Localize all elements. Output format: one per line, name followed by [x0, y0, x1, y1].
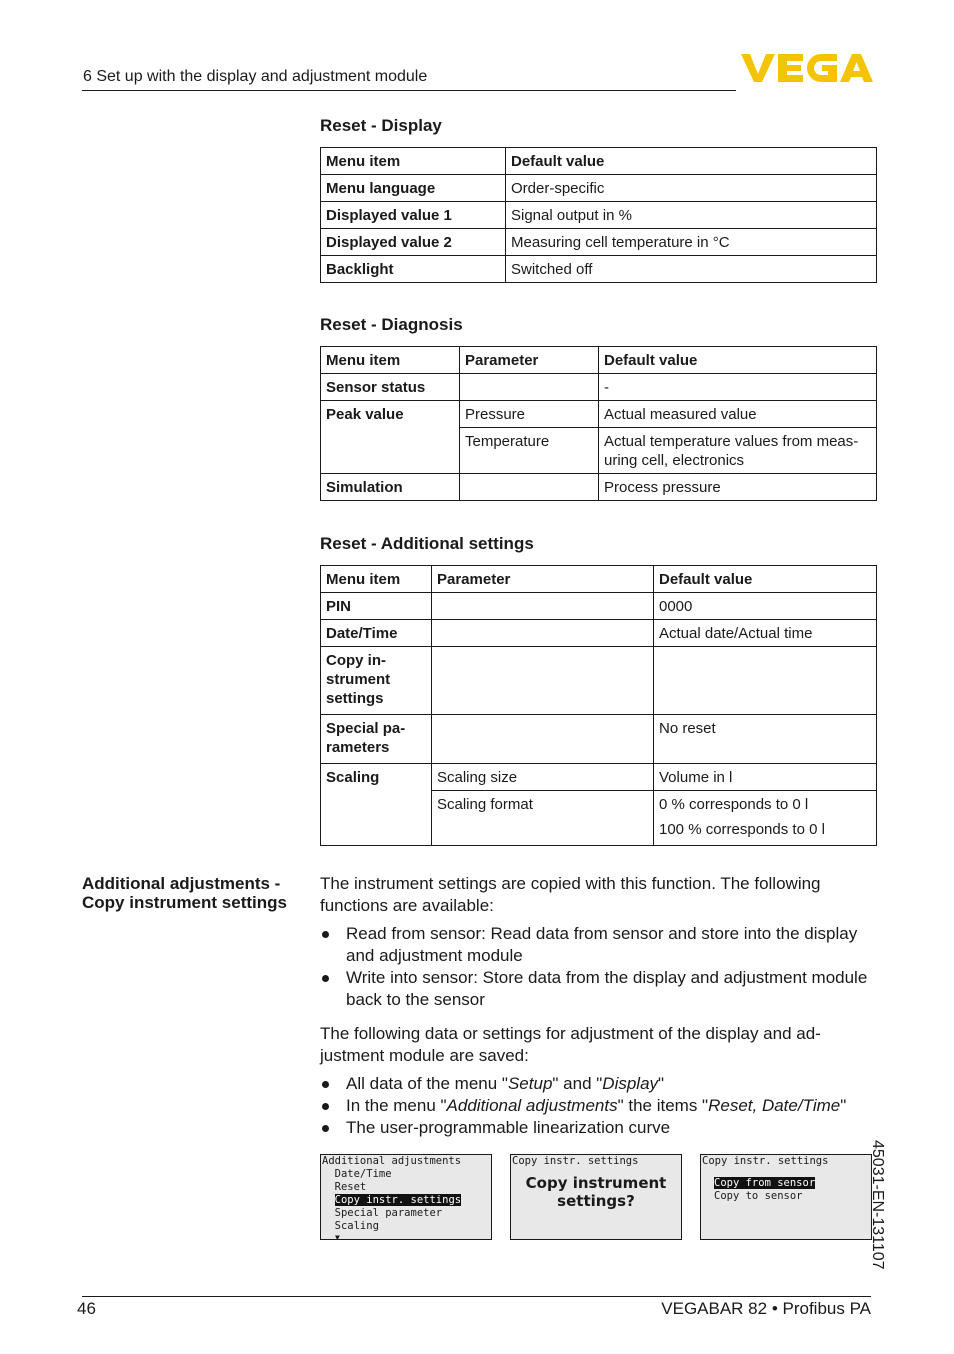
screen-title: Copy instr. settings — [512, 1155, 639, 1167]
table-cell: Signal output in % — [506, 202, 877, 229]
saved-items-list — [320, 1073, 880, 1139]
side-title-line: Additional adjustments - — [82, 874, 281, 893]
footer-rule — [82, 1296, 871, 1297]
saved-item-text: All data of the menu "Setup" and "Display" — [346, 1074, 665, 1093]
table-row — [321, 202, 877, 229]
screen-option: Copy to sensor — [714, 1190, 803, 1202]
table-cell: Switched off — [506, 256, 877, 283]
table-cell: Scaling — [321, 764, 432, 846]
table-cell: Displayed value 1 — [321, 202, 506, 229]
table-row — [321, 593, 877, 620]
reset-diagnosis-title: Reset - Diagnosis — [320, 315, 463, 334]
header-rule — [82, 90, 736, 91]
screen-menu-item: Reset — [322, 1181, 367, 1193]
table-cell — [654, 791, 877, 846]
table-cell: Process pressure — [599, 474, 877, 501]
table-header-cell: Default value — [506, 148, 877, 175]
table-cell: Simulation — [321, 474, 460, 501]
display-screen-copy-direction — [700, 1154, 872, 1240]
reset-display-title: Reset - Display — [320, 116, 442, 135]
table-header-cell: Menu item — [321, 566, 432, 593]
table-cell: Displayed value 2 — [321, 229, 506, 256]
screen-option-selected: Copy from sensor — [714, 1177, 816, 1189]
table-header-cell: Default value — [599, 347, 877, 374]
table-cell: Order-specific — [506, 175, 877, 202]
table-cell: Pressure — [460, 401, 599, 428]
table-cell: Copy in- strument settings — [321, 647, 432, 715]
table-cell: Actual temperature values from meas- uring cell, electronics — [599, 428, 877, 474]
table-row — [321, 401, 877, 428]
table-cell: Scaling format — [432, 791, 654, 846]
screen-menu-item-selected — [321, 1194, 491, 1207]
table-cell — [654, 647, 877, 715]
table-cell — [432, 647, 654, 715]
table-cell: Measuring cell temperature in °C — [506, 229, 877, 256]
reset-display-table — [320, 147, 877, 283]
table-header-cell: Parameter — [432, 566, 654, 593]
screen-title: Copy instr. settings — [702, 1155, 829, 1167]
table-cell: Temperature — [460, 428, 599, 474]
table-row — [321, 474, 877, 501]
saved-item-text: In the menu "Additional adjustments" the items "Reset, Date/Time" — [346, 1096, 847, 1115]
reset-additional-title: Reset - Additional settings — [320, 534, 534, 553]
table-cell: - — [599, 374, 877, 401]
table-row — [321, 256, 877, 283]
table-cell: 0000 — [654, 593, 877, 620]
saved-item-text: The user-programmable linearization curve — [346, 1118, 671, 1137]
display-screen-copy-confirm — [510, 1154, 682, 1240]
table-cell: Backlight — [321, 256, 506, 283]
vega-logo — [741, 52, 873, 84]
table-cell — [460, 374, 599, 401]
screen-menu-item: Scaling — [322, 1220, 379, 1232]
display-screen-additional-adjustments — [320, 1154, 492, 1240]
screen-menu-item: Date/Time — [322, 1168, 392, 1180]
reset-additional-table — [320, 565, 877, 846]
list-item — [320, 967, 880, 1011]
table-header-row — [321, 347, 877, 374]
bullet-icon — [322, 931, 329, 938]
table-cell: Actual measured value — [599, 401, 877, 428]
bullet-icon — [322, 1081, 329, 1088]
scaling-format-value-0: 0 % corresponds to 0 l — [659, 796, 809, 813]
scaling-format-value-100: 100 % corresponds to 0 l — [659, 821, 825, 838]
table-header-row — [321, 566, 877, 593]
screen-title: Additional adjustments — [322, 1155, 462, 1167]
selected-item-text: Copy instr. settings — [334, 1194, 462, 1206]
list-item — [320, 1095, 880, 1117]
table-cell: No reset — [654, 715, 877, 764]
table-cell: Actual date/Actual time — [654, 620, 877, 647]
table-row — [321, 715, 877, 764]
table-row — [321, 229, 877, 256]
table-cell: Volume in l — [654, 764, 877, 791]
table-cell: PIN — [321, 593, 432, 620]
table-cell: Menu language — [321, 175, 506, 202]
table-cell: Date/Time — [321, 620, 432, 647]
table-row — [321, 764, 877, 791]
reset-diagnosis-table — [320, 346, 877, 501]
table-header-cell: Parameter — [460, 347, 599, 374]
table-cell: Peak value — [321, 401, 460, 474]
page-number: 46 — [77, 1299, 96, 1318]
table-row — [321, 620, 877, 647]
list-item — [320, 923, 880, 967]
header-section-title: 6 Set up with the display and adjustment module — [83, 68, 428, 85]
list-item — [320, 1117, 880, 1139]
table-cell — [432, 620, 654, 647]
scroll-down-arrow-icon: ▼ — [335, 1233, 340, 1242]
table-cell: Scaling size — [432, 764, 654, 791]
screen-menu-item: Special parameter — [322, 1207, 443, 1219]
table-header-row — [321, 148, 877, 175]
table-header-cell: Default value — [654, 566, 877, 593]
document-id: 45031-EN-131107 — [869, 1140, 886, 1270]
bullet-icon — [322, 975, 329, 982]
table-row — [321, 374, 877, 401]
bullet-icon — [322, 1103, 329, 1110]
list-item-text: Write into sensor: Store data from the display and adjustment module back to the sensor — [346, 968, 868, 1009]
list-item-text: Read from sensor: Read data from sensor and store into the display and adjustment module — [346, 924, 858, 965]
saved-intro-paragraph: The following data or settings for adjustment of the display and ad- justment module are saved: — [320, 1024, 821, 1065]
table-cell — [432, 715, 654, 764]
table-row — [321, 175, 877, 202]
copy-intro-paragraph: The instrument settings are copied with this function. The following functions are available: — [320, 874, 821, 915]
table-cell: Special pa- rameters — [321, 715, 432, 764]
table-cell — [432, 593, 654, 620]
table-cell — [460, 474, 599, 501]
table-header-cell: Menu item — [321, 148, 506, 175]
copy-functions-list — [320, 923, 880, 1011]
list-item — [320, 1073, 880, 1095]
table-row — [321, 647, 877, 715]
side-title-line: Copy instrument settings — [82, 893, 287, 912]
table-cell: Sensor status — [321, 374, 460, 401]
copy-settings-side-title — [82, 874, 312, 912]
footer-product-name: VEGABAR 82 • Profibus PA — [661, 1299, 871, 1318]
table-header-cell: Menu item — [321, 347, 460, 374]
screen-question: Copy instrument settings? — [525, 1174, 667, 1210]
bullet-icon — [322, 1125, 329, 1132]
